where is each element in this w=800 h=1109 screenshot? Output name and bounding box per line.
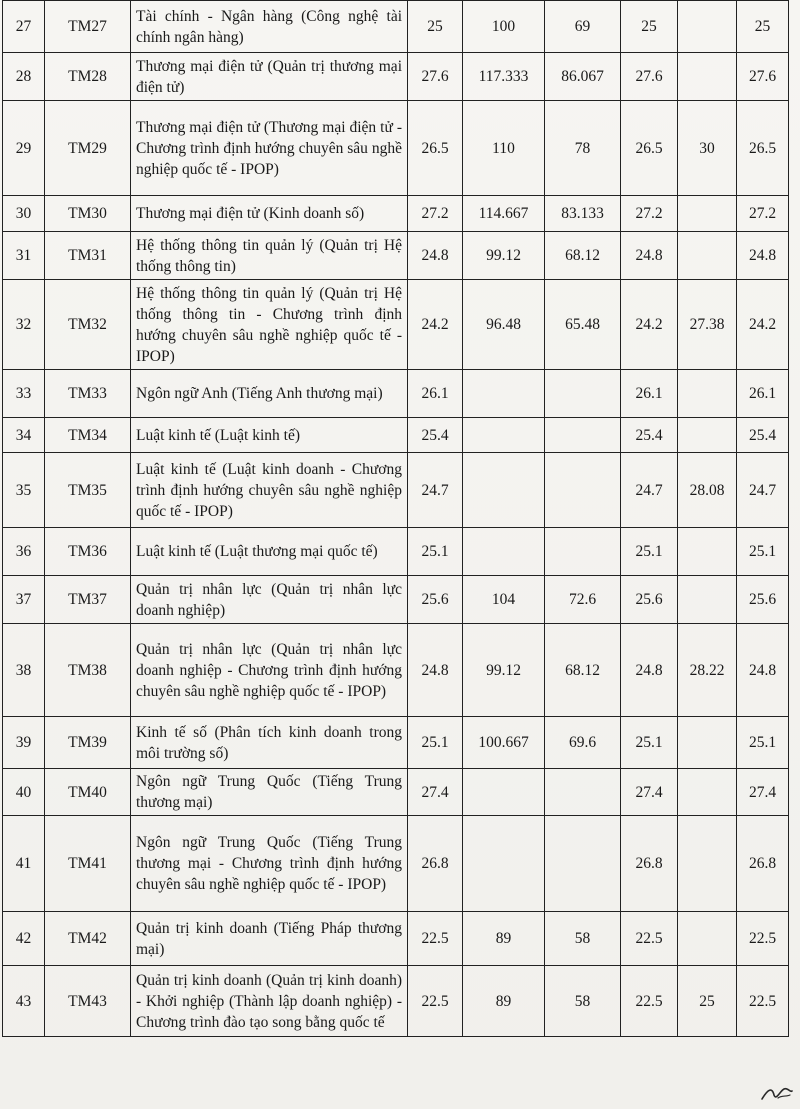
score-cell-5 xyxy=(678,717,737,769)
score-cell-3: 69 xyxy=(545,1,621,53)
score-cell-6: 25 xyxy=(737,1,789,53)
program-code: TM38 xyxy=(45,624,131,717)
score-cell-5: 25 xyxy=(678,966,737,1037)
program-code: TM28 xyxy=(45,53,131,101)
table-row xyxy=(3,769,789,816)
program-code: TM37 xyxy=(45,576,131,624)
handwritten-mark xyxy=(760,1083,794,1103)
program-code: TM41 xyxy=(45,816,131,912)
score-cell-4: 27.6 xyxy=(621,53,678,101)
program-name: Ngôn ngữ Trung Quốc (Tiếng Trung thương mại - Chương trình định hướng chuyên sâu nghề nghiệp quốc tế - IPOP) xyxy=(131,816,408,912)
row-number: 29 xyxy=(3,101,45,196)
score-cell-6: 24.2 xyxy=(737,280,789,370)
row-number: 36 xyxy=(3,528,45,576)
score-cell-6: 24.7 xyxy=(737,453,789,528)
program-name: Tài chính - Ngân hàng (Công nghệ tài chính ngân hàng) xyxy=(131,1,408,53)
score-cell-4: 22.5 xyxy=(621,912,678,966)
score-cell-6: 25.4 xyxy=(737,418,789,453)
table-row xyxy=(3,101,789,196)
score-cell-2: 99.12 xyxy=(463,624,545,717)
program-name: Hệ thống thông tin quản lý (Quản trị Hệ thống thông tin - Chương trình định hướng chuyên sâu nghề nghiệp quốc tế - IPOP) xyxy=(131,280,408,370)
program-name: Thương mại điện tử (Thương mại điện tử - Chương trình định hướng chuyên sâu nghề nghiệp quốc tế - IPOP) xyxy=(131,101,408,196)
row-number: 30 xyxy=(3,196,45,232)
score-cell-6: 22.5 xyxy=(737,966,789,1037)
score-cell-6: 26.1 xyxy=(737,370,789,418)
score-cell-4: 27.4 xyxy=(621,769,678,816)
program-code: TM32 xyxy=(45,280,131,370)
row-number: 39 xyxy=(3,717,45,769)
program-name: Luật kinh tế (Luật thương mại quốc tế) xyxy=(131,528,408,576)
score-cell-3: 65.48 xyxy=(545,280,621,370)
program-name: Ngôn ngữ Trung Quốc (Tiếng Trung thương mại) xyxy=(131,769,408,816)
score-cell-1: 27.2 xyxy=(408,196,463,232)
program-name: Luật kinh tế (Luật kinh doanh - Chương trình định hướng chuyên sâu nghề nghiệp quốc tế - IPOP) xyxy=(131,453,408,528)
score-cell-3 xyxy=(545,418,621,453)
row-number: 35 xyxy=(3,453,45,528)
score-cell-5 xyxy=(678,53,737,101)
score-cell-3: 68.12 xyxy=(545,624,621,717)
score-cell-3 xyxy=(545,816,621,912)
program-code: TM31 xyxy=(45,232,131,280)
score-cell-3: 68.12 xyxy=(545,232,621,280)
score-cell-6: 24.8 xyxy=(737,232,789,280)
score-cell-5 xyxy=(678,528,737,576)
score-cell-1: 26.5 xyxy=(408,101,463,196)
score-cell-2: 117.333 xyxy=(463,53,545,101)
table-row xyxy=(3,1,789,53)
row-number: 38 xyxy=(3,624,45,717)
program-code: TM36 xyxy=(45,528,131,576)
score-cell-3 xyxy=(545,769,621,816)
table-body xyxy=(3,1,789,1037)
program-code: TM35 xyxy=(45,453,131,528)
score-cell-5 xyxy=(678,232,737,280)
score-cell-5 xyxy=(678,769,737,816)
score-cell-3 xyxy=(545,453,621,528)
score-cell-1: 25.1 xyxy=(408,717,463,769)
score-cell-6: 22.5 xyxy=(737,912,789,966)
program-code: TM33 xyxy=(45,370,131,418)
program-name: Luật kinh tế (Luật kinh tế) xyxy=(131,418,408,453)
score-cell-1: 25.1 xyxy=(408,528,463,576)
score-cell-2 xyxy=(463,769,545,816)
table-row xyxy=(3,576,789,624)
score-cell-2: 100 xyxy=(463,1,545,53)
score-cell-2: 89 xyxy=(463,912,545,966)
score-cell-3: 83.133 xyxy=(545,196,621,232)
program-name: Thương mại điện tử (Kinh doanh số) xyxy=(131,196,408,232)
score-cell-4: 22.5 xyxy=(621,966,678,1037)
score-cell-5: 27.38 xyxy=(678,280,737,370)
score-cell-6: 27.4 xyxy=(737,769,789,816)
score-cell-1: 26.1 xyxy=(408,370,463,418)
score-cell-1: 25.6 xyxy=(408,576,463,624)
score-cell-1: 24.7 xyxy=(408,453,463,528)
program-code: TM30 xyxy=(45,196,131,232)
score-cell-6: 24.8 xyxy=(737,624,789,717)
program-code: TM43 xyxy=(45,966,131,1037)
score-cell-4: 25.1 xyxy=(621,528,678,576)
program-code: TM27 xyxy=(45,1,131,53)
score-cell-2: 96.48 xyxy=(463,280,545,370)
program-name: Thương mại điện tử (Quản trị thương mại điện tử) xyxy=(131,53,408,101)
score-cell-1: 22.5 xyxy=(408,966,463,1037)
row-number: 32 xyxy=(3,280,45,370)
row-number: 41 xyxy=(3,816,45,912)
score-cell-4: 24.8 xyxy=(621,232,678,280)
score-cell-4: 24.7 xyxy=(621,453,678,528)
table-row xyxy=(3,717,789,769)
row-number: 42 xyxy=(3,912,45,966)
score-cell-3: 69.6 xyxy=(545,717,621,769)
score-cell-2 xyxy=(463,816,545,912)
row-number: 31 xyxy=(3,232,45,280)
score-cell-4: 25.6 xyxy=(621,576,678,624)
score-cell-4: 27.2 xyxy=(621,196,678,232)
score-cell-4: 25.4 xyxy=(621,418,678,453)
score-cell-5 xyxy=(678,1,737,53)
score-cell-1: 27.4 xyxy=(408,769,463,816)
score-cell-1: 25.4 xyxy=(408,418,463,453)
score-cell-3: 58 xyxy=(545,912,621,966)
score-cell-4: 24.8 xyxy=(621,624,678,717)
score-cell-2: 89 xyxy=(463,966,545,1037)
score-cell-3 xyxy=(545,528,621,576)
score-cell-3: 78 xyxy=(545,101,621,196)
row-number: 40 xyxy=(3,769,45,816)
table-row xyxy=(3,196,789,232)
row-number: 43 xyxy=(3,966,45,1037)
score-cell-4: 25 xyxy=(621,1,678,53)
program-name: Hệ thống thông tin quản lý (Quản trị Hệ thống thông tin) xyxy=(131,232,408,280)
score-cell-5 xyxy=(678,196,737,232)
program-name: Quản trị kinh doanh (Tiếng Pháp thương mại) xyxy=(131,912,408,966)
table-row xyxy=(3,966,789,1037)
score-cell-6: 25.1 xyxy=(737,717,789,769)
score-cell-1: 26.8 xyxy=(408,816,463,912)
score-cell-5 xyxy=(678,370,737,418)
admission-score-table xyxy=(2,0,789,1037)
table-row xyxy=(3,418,789,453)
table-row xyxy=(3,453,789,528)
score-cell-1: 24.8 xyxy=(408,624,463,717)
score-cell-2: 99.12 xyxy=(463,232,545,280)
score-cell-3: 58 xyxy=(545,966,621,1037)
score-cell-6: 27.6 xyxy=(737,53,789,101)
score-cell-5: 30 xyxy=(678,101,737,196)
table-row xyxy=(3,370,789,418)
program-code: TM40 xyxy=(45,769,131,816)
row-number: 33 xyxy=(3,370,45,418)
score-cell-2 xyxy=(463,528,545,576)
score-cell-4: 24.2 xyxy=(621,280,678,370)
table-row xyxy=(3,816,789,912)
program-name: Quản trị nhân lực (Quản trị nhân lực doanh nghiệp - Chương trình định hướng chuyên sâu nghề nghiệp quốc tế - IPOP) xyxy=(131,624,408,717)
table-row xyxy=(3,528,789,576)
score-cell-2 xyxy=(463,370,545,418)
table-row xyxy=(3,912,789,966)
score-cell-5 xyxy=(678,418,737,453)
score-cell-1: 24.2 xyxy=(408,280,463,370)
score-cell-5 xyxy=(678,576,737,624)
score-cell-6: 25.6 xyxy=(737,576,789,624)
table-row xyxy=(3,53,789,101)
score-cell-6: 25.1 xyxy=(737,528,789,576)
score-cell-3: 86.067 xyxy=(545,53,621,101)
score-cell-2: 104 xyxy=(463,576,545,624)
score-cell-1: 24.8 xyxy=(408,232,463,280)
program-name: Quản trị nhân lực (Quản trị nhân lực doanh nghiệp) xyxy=(131,576,408,624)
score-cell-6: 26.5 xyxy=(737,101,789,196)
score-cell-5 xyxy=(678,816,737,912)
row-number: 27 xyxy=(3,1,45,53)
score-cell-4: 26.8 xyxy=(621,816,678,912)
score-cell-2 xyxy=(463,418,545,453)
row-number: 37 xyxy=(3,576,45,624)
score-cell-5: 28.22 xyxy=(678,624,737,717)
row-number: 28 xyxy=(3,53,45,101)
table-row xyxy=(3,280,789,370)
program-name: Kinh tế số (Phân tích kinh doanh trong môi trường số) xyxy=(131,717,408,769)
score-cell-1: 22.5 xyxy=(408,912,463,966)
score-cell-2: 114.667 xyxy=(463,196,545,232)
score-cell-4: 26.1 xyxy=(621,370,678,418)
row-number: 34 xyxy=(3,418,45,453)
program-code: TM42 xyxy=(45,912,131,966)
score-cell-1: 25 xyxy=(408,1,463,53)
score-cell-3 xyxy=(545,370,621,418)
score-cell-5 xyxy=(678,912,737,966)
table-row xyxy=(3,624,789,717)
program-code: TM39 xyxy=(45,717,131,769)
score-cell-2: 110 xyxy=(463,101,545,196)
score-cell-6: 27.2 xyxy=(737,196,789,232)
score-cell-3: 72.6 xyxy=(545,576,621,624)
score-cell-5: 28.08 xyxy=(678,453,737,528)
program-code: TM34 xyxy=(45,418,131,453)
score-cell-6: 26.8 xyxy=(737,816,789,912)
score-cell-4: 26.5 xyxy=(621,101,678,196)
program-code: TM29 xyxy=(45,101,131,196)
score-cell-4: 25.1 xyxy=(621,717,678,769)
score-cell-2 xyxy=(463,453,545,528)
program-name: Quản trị kinh doanh (Quản trị kinh doanh) - Khởi nghiệp (Thành lập doanh nghiệp) - Chương trình đào tạo song bằng quốc tế xyxy=(131,966,408,1037)
program-name: Ngôn ngữ Anh (Tiếng Anh thương mại) xyxy=(131,370,408,418)
score-cell-2: 100.667 xyxy=(463,717,545,769)
table-row xyxy=(3,232,789,280)
score-cell-1: 27.6 xyxy=(408,53,463,101)
